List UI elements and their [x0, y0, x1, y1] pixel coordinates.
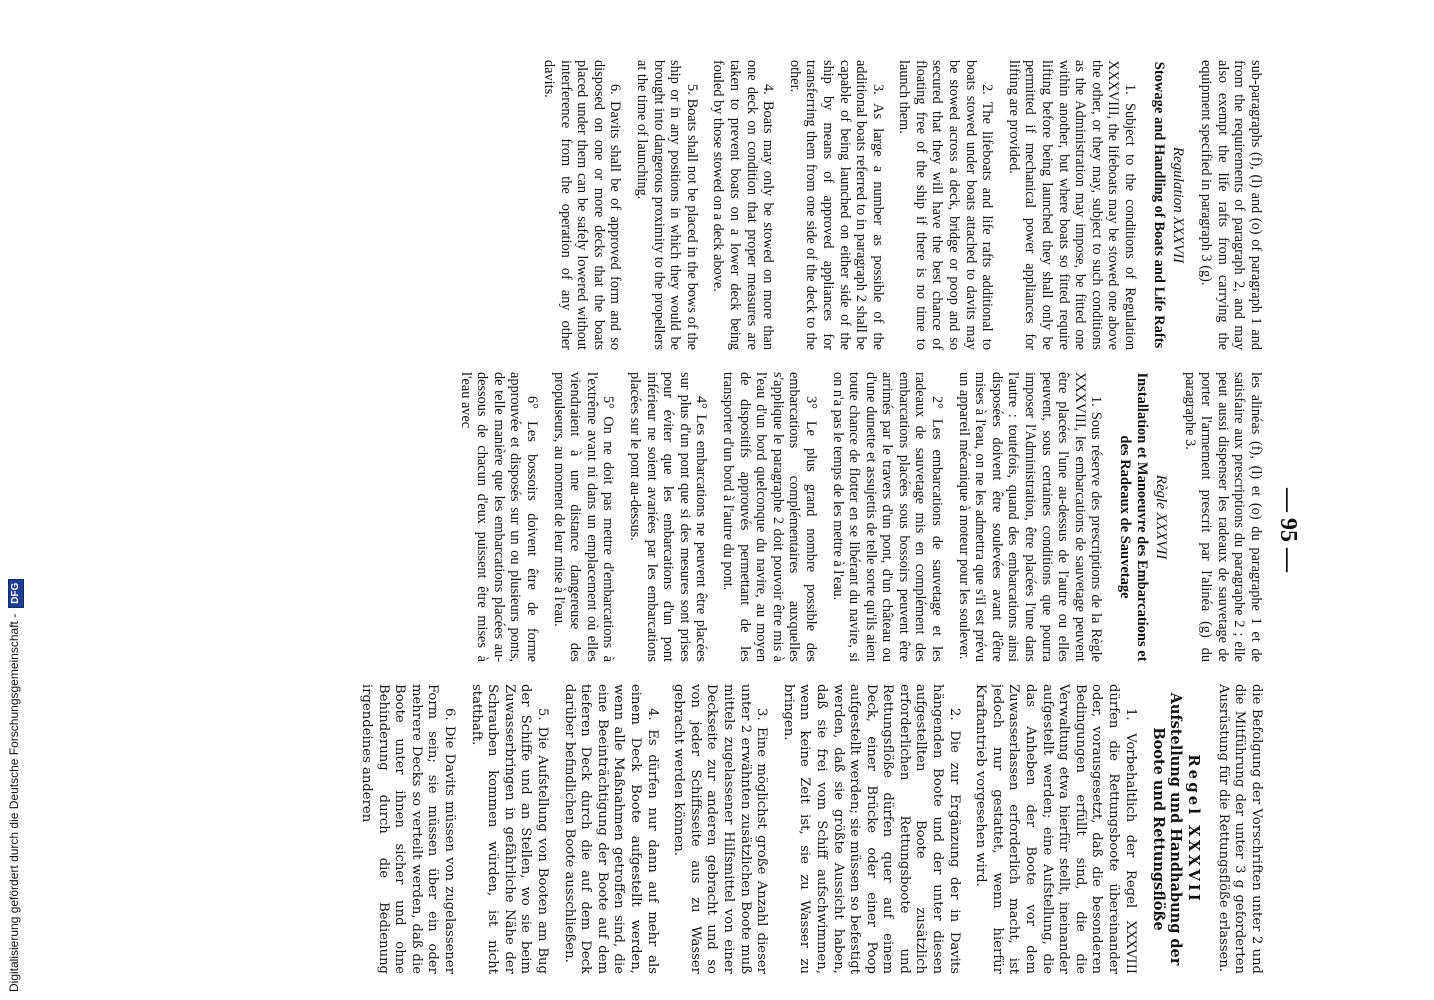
german-paragraph-1: 1. Vorbehaltlich der Regel XXXVIII dürfen die Rettungsboote übereinander oder, vorausgesetzt, daß die besonderen Bedingungen erfüllt sind, die die Verwaltung etwa hierfür stellt, ineinander aufgestellt werden; eine Aufstellung, die das Anheben der Boote vor dem Zuwasserlassen erforderlich macht, ist jedoch nur gestattet, wenn hierfür Kraftantrieb vorgesehen wird. — [973, 684, 1138, 974]
english-regulation-heading: Regulation XXXVII — [1169, 146, 1186, 264]
digitization-footer — [2, 0, 26, 992]
french-intro: les alinéas (f), (l) et (o) du paragraphe 1 et de satisfaire aux prescriptions du paragraphe 2 ; elle peut aussi dispenser les radeaux de sauvetage de porter l'armement prescrit par l'alinéa (g) du paragraphe 3. — [1181, 372, 1264, 662]
text-columns — [94, 60, 1264, 1000]
german-regulation-heading: Regel XXXVII — [1185, 754, 1204, 904]
english-paragraph-4: 4. Boats may only be stowed on more than one deck on condition that proper measures are taken to prevent boats on a lower deck being fouled by those stowed on a deck above. — [710, 60, 777, 350]
english-paragraph-3: 3. As large a number as possible of the additional boats referred to in paragraph 2 shall be capable of being launched on either side of the ship by means of approved appliances for transferring them from one side of the deck to the other. — [786, 60, 886, 350]
english-column — [94, 60, 1264, 350]
german-intro: die Befolgung der Vorschriften unter 2 und die Mitführung der unter 3 g geforderten Ausrüstung für die Rettungsflöße erlassen. — [1215, 684, 1264, 974]
french-regulation-title: Installation et Manoeuvre des Embarcations et des Radeaux de Sauvetage — [1117, 372, 1151, 662]
footer-text: Digitalisierung gefördert durch die Deutsche Forschungsgemeinschaft - — [7, 613, 21, 992]
english-paragraph-2: 2. The lifeboats and life rafts additional to boats stowed under boats attached to davits may be stowed across a deck, bridge or poop and so secured that they will have the best chance of floating free of the ship if there is no time to launch them. — [896, 60, 996, 350]
german-paragraph-4: 4. Es dürfen nur dann auf mehr als einem Deck Boote aufgestellt werden, wenn alle Maßnahmen getroffen sind, die eine Beeinträchtigung der Boote auf dem tieferen Deck durch die auf dem Deck darüber befindlichen Boote ausschließen. — [561, 684, 660, 974]
french-paragraph-1: 1. Sous réserve des prescriptions de la Règle XXXVIII, les embarcations de sauvetage peuvent être placées l'une au-dessus de l'autre ou elles peuvent, sous certaines conditions que pourra imposer l'Administration, être placées l'une dans l'autre : toutefois, quand des embarcations ainsi disposées doivent être soulevées avant d'être mises à l'eau, on ne les admettra que s'il est prévu un appareil mécanique à moteur pour les soulever. — [955, 372, 1105, 662]
english-intro: sub-paragraphs (f), (l) and (o) of paragraph 1 and from the requirements of paragraph 2, and may also exempt the life rafts from carrying the equipment specified in paragraph 3 (g). — [1198, 60, 1264, 350]
german-regulation-title: Aufstellung und Handhabung der Boote und Rettungsflöße — [1149, 692, 1184, 966]
german-paragraph-6: 6. Die Davits müssen von zugelassener Form sein; sie müssen über ein oder mehrere Decks so verteilt werden, daß die Boote unter ihnen sicher und ohne Behinderung durch die Bedienung irgendeines anderen — [359, 684, 458, 974]
french-paragraph-2: 2° Les embarcations de sauvetage et les radeaux de sauvetage mis en complément des embarcations placées sous bossoirs peuvent être arrimés par le travers d'un pont, d'un château ou d'une dunette et assujettis de telle sorte qu'ils aient toute chance de flotter en se libérant du navire, si on n'a pas le temps de les mettre à l'eau. — [829, 372, 946, 662]
french-paragraph-3: 3° Le plus grand nombre possible des embarcations complémentaires auxquelles s'applique le paragraphe 2 doit pouvoir être mis à l'eau d'un bord quelconque du navire, au moyen de dispositifs approuvés permettant de les transporter d'un bord à l'autre du pont. — [719, 372, 819, 662]
english-paragraph-6: 6. Davits shall be of approved form and so disposed on one or more decks that the boats placed under them can be safely lowered without interference from the operation of any other davits. — [541, 60, 624, 350]
german-paragraph-5: 5. Die Aufstellung von Booten am Bug der Schiffe und an Stellen, wo sie beim Zuwasserbringen in gefährliche Nähe der Schrauben kommen würden, ist nicht statthaft. — [468, 684, 551, 974]
page-number: — 95 — — [1275, 488, 1301, 572]
rotated-content — [80, 60, 1300, 1000]
english-paragraph-5: 5. Boats shall not be placed in the bows of the ship or in any positions in which they would be brought into dangerous proximity to the propellers at the time of launching. — [634, 60, 700, 350]
french-column — [94, 372, 1264, 662]
french-regulation-heading: Règle XXXVII — [1153, 474, 1170, 560]
french-paragraph-6: 6° Les bossoirs doivent être de forme approuvée et disposés sur un ou plusieurs ponts, de telle manière que les embarcations placées au-dessous de chacun d'eux puissent être mises à l'eau avec — [457, 372, 541, 662]
german-paragraph-2: 2. Die zur Ergänzung der in Davits hängenden Boote und der unter diesen aufgestellten Boote zusätzlich erforderlichen Rettungsboote und Rettungsflöße dürfen quer auf einem Deck, einer Brücke oder einer Poop aufgestellt werden; sie müssen so befestigt werden, daß sie größte Aussicht haben, daß sie frei vom Schiff aufschwimmen, wenn keine Zeit ist, sie zu Wasser zu bringen. — [780, 684, 962, 974]
french-paragraph-5: 5° On ne doit pas mettre d'embarcations à l'extrême avant ni dans un emplacement où elles viendraient à une distance dangereuse des propulseurs, au moment de leur mise à l'eau. — [550, 372, 617, 662]
german-paragraph-3: 3. Eine möglichst große Anzahl dieser unter 2 erwähnten zusätzlichen Boote muß mittels zugelassener Hilfsmittel von einer Deckseite zur anderen gebracht und so von jeder Schiffsseite aus zu Wasser gebracht werden können. — [671, 684, 770, 974]
english-regulation-title: Stowage and Handling of Boats and Life Rafts — [1151, 61, 1168, 349]
french-paragraph-4: 4° Les embarcations ne peuvent être placées sur plus d'un pont que si des mesures sont prises pour éviter que les embarcations d'un pont inférieur ne soient avariées par les embarcations placées sur le pont au-dessus. — [627, 372, 710, 662]
english-paragraph-1: 1. Subject to the conditions of Regulation XXXVIII, the lifeboats may be stowed one above the other, or they may, subject to such conditions as the Administration may impose, be fitted one within another, but where boats so fitted require lifting before being launched they shall only be permitted if mechanical power appliances for lifting are provided. — [1005, 60, 1139, 350]
german-column — [94, 684, 1264, 974]
dfg-logo: DFG — [8, 579, 24, 608]
